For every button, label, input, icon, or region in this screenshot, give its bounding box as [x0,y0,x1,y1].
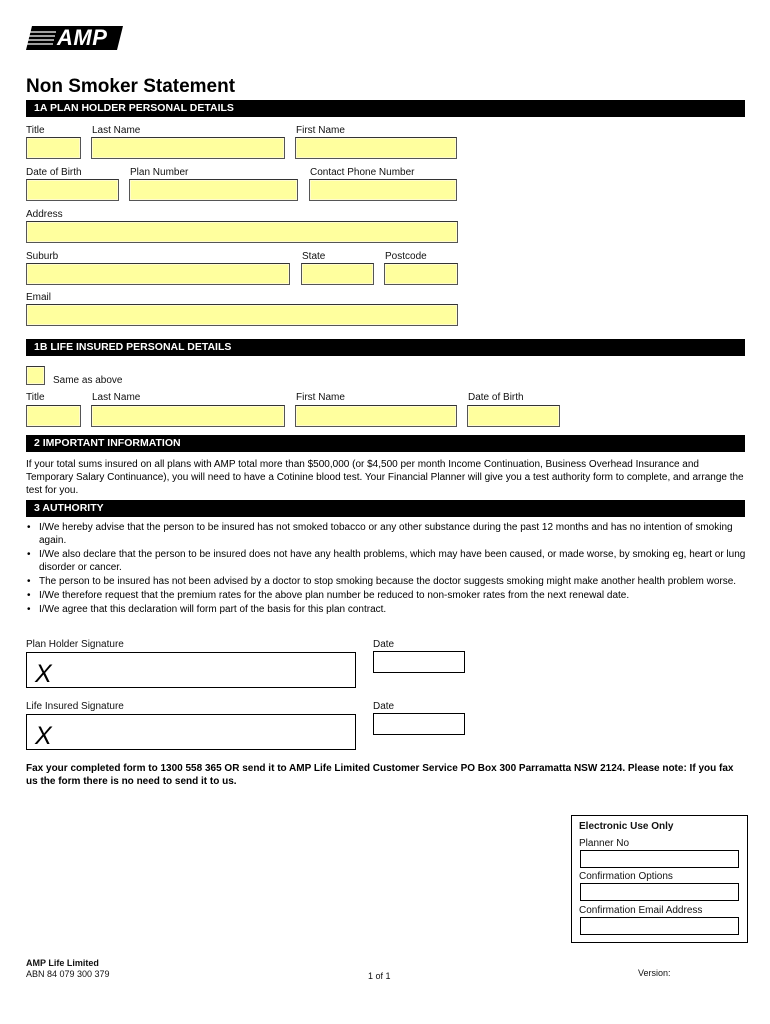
last-name-field[interactable] [91,137,285,159]
electronic-use-heading: Electronic Use Only [579,821,674,832]
suburb-field[interactable] [26,263,290,285]
first-name-label: First Name [296,125,345,136]
version-label: Version: [638,968,671,978]
signature-x-mark: X [35,660,52,688]
plan-number-field[interactable] [129,179,298,201]
plan-holder-date-label: Date [373,639,395,650]
planner-no-field[interactable] [580,850,739,868]
section-1a-header: 1A PLAN HOLDER PERSONAL DETAILS [26,100,745,117]
section-1b-header: 1B LIFE INSURED PERSONAL DETAILS [26,339,745,356]
life-insured-signature-box[interactable] [26,714,356,750]
signature-x-mark: X [35,722,52,750]
electronic-use-panel [571,815,748,943]
life-first-name-label: First Name [296,392,345,403]
authority-item: • The person to be insured has not been advised by a doctor to stop smoking because the doctor suggests smoking might make another health problem worse. [26,575,748,588]
life-insured-date-field[interactable] [373,713,465,735]
footer-company: AMP Life Limited [26,958,99,968]
plan-holder-signature-label: Plan Holder Signature [26,639,124,650]
life-insured-signature-label: Life Insured Signature [26,701,124,712]
life-dob-field[interactable] [467,405,560,427]
plan-number-label: Plan Number [130,167,189,178]
life-title-field[interactable] [26,405,81,427]
postcode-field[interactable] [384,263,458,285]
authority-item: • I/We therefore request that the premium rates for the above plan number be reduced to non-smoker rates from the next renewal date. [26,589,748,602]
contact-phone-label: Contact Phone Number [310,167,415,178]
footer-abn: ABN 84 079 300 379 [26,969,110,979]
confirmation-options-field[interactable] [580,883,739,901]
life-first-name-field[interactable] [295,405,457,427]
title-label: Title [26,125,45,136]
authority-item: • I/We hereby advise that the person to be insured has not smoked tobacco or any other substance during the past 12 months and has no intention of smoking again. [26,521,748,547]
page-number: 1 of 1 [368,971,391,981]
fax-instructions: Fax your completed form to 1300 558 365 OR send it to AMP Life Limited Customer Service PO Box 300 Parramatta NSW 2124. Please note: If you fax us the form there is no need to send it to us. [26,763,734,787]
address-field[interactable] [26,221,458,243]
dob-label: Date of Birth [26,167,82,178]
amp-logo [26,25,124,51]
last-name-label: Last Name [92,125,141,136]
plan-holder-date-field[interactable] [373,651,465,673]
email-field[interactable] [26,304,458,326]
section-3-header: 3 AUTHORITY [26,500,745,517]
page-title: Non Smoker Statement [26,76,236,97]
state-field[interactable] [301,263,374,285]
address-label: Address [26,209,63,220]
life-title-label: Title [26,392,45,403]
title-field[interactable] [26,137,81,159]
state-label: State [302,251,326,262]
dob-field[interactable] [26,179,119,201]
authority-item: • I/We also declare that the person to be insured does not have any health problems, which may have been caused, or made worse, by smoking eg, heart or lung disorder or cancer. [26,548,748,574]
confirmation-email-field[interactable] [580,917,739,935]
important-information-text: If your total sums insured on all plans with AMP total more than $500,000 (or $4,500 per month Income Continuation, Business Overhead Insurance and Temporary Salary Continuance), you will need to have a Cotinine blood test. Your Financial Planner will give you a test authority form to complete, and arrange the test for you. [26,459,744,496]
contact-phone-field[interactable] [309,179,457,201]
postcode-label: Postcode [385,251,427,262]
section-2-header: 2 IMPORTANT INFORMATION [26,435,745,452]
suburb-label: Suburb [26,251,59,262]
authority-item: • I/We agree that this declaration will form part of the basis for this plan contract. [26,603,748,616]
confirmation-email-label: Confirmation Email Address [579,905,703,916]
life-last-name-label: Last Name [92,392,141,403]
amp-logo-text: AMP [57,25,108,50]
email-label: Email [26,292,52,303]
first-name-field[interactable] [295,137,457,159]
same-as-above-checkbox[interactable] [26,366,45,385]
confirmation-options-label: Confirmation Options [579,871,673,882]
life-insured-date-label: Date [373,701,395,712]
plan-holder-signature-box[interactable] [26,652,356,688]
life-dob-label: Date of Birth [468,392,524,403]
life-last-name-field[interactable] [91,405,285,427]
planner-no-label: Planner No [579,838,630,849]
same-as-above-label: Same as above [53,375,123,386]
authority-list [26,521,748,617]
